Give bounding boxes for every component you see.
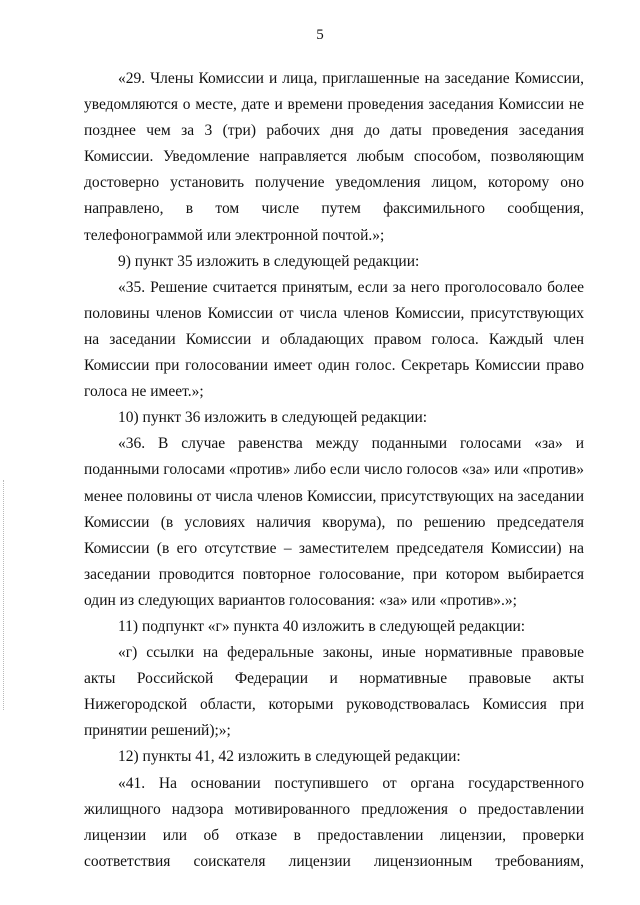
text-line: телефонограммой или электронной почтой.»;: [84, 226, 385, 244]
text-line: Комиссии (в условиях наличия кворума), по решению председателя: [84, 513, 584, 531]
page-number: 5: [316, 27, 324, 43]
text-line: один из следующих вариантов голосования: «за» или «против».»;: [84, 591, 517, 609]
text-line: «35. Решение считается принятым, если за него проголосовало более: [118, 278, 584, 296]
text-line: уведомляются о месте, дате и времени проведения заседания Комиссии не: [84, 96, 584, 114]
text-line: 10) пункт 36 изложить в следующей редакции:: [118, 409, 428, 427]
text-line: жилищного надзора мотивированного предложения о предоставлении: [84, 800, 584, 818]
text-line: лицензии или об отказе в предоставлении лицензии, проверки: [84, 826, 584, 844]
text-line: «41. На основании поступившего от органа государственного: [118, 774, 584, 792]
text-line: Комиссии (в его отсутствие – заместителем председателя Комиссии) на: [84, 539, 584, 557]
text-line: направлено, в том числе путем факсимильного сообщения,: [84, 200, 584, 218]
text-line: голоса не имеет.»;: [84, 383, 204, 401]
text-line: на заседании Комиссии и обладающих правом голоса. Каждый член: [84, 330, 584, 348]
text-line: 12) пункты 41, 42 изложить в следующей редакции:: [118, 748, 461, 766]
text-line: поданными голосами «против» либо если число голосов «за» или «против»: [84, 461, 584, 479]
text-line: заседании проводится повторное голосование, при котором выбирается: [84, 565, 584, 583]
text-line: 9) пункт 35 изложить в следующей редакции:: [118, 252, 420, 270]
text-line: позднее чем за 3 (три) рабочих дня до даты проведения заседания: [84, 122, 584, 140]
text-line: половины членов Комиссии от числа членов Комиссии, присутствующих: [84, 304, 584, 322]
scan-artifact-line: [3, 480, 5, 710]
text-line: акты Российской Федерации и нормативные правовые акты: [84, 670, 584, 688]
document-body: [84, 66, 584, 875]
text-line: Нижегородской области, которыми руководствовалась Комиссия при: [84, 696, 584, 714]
text-line: Комиссии. Уведомление направляется любым способом, позволяющим: [84, 148, 584, 166]
text-line: менее половины от числа членов Комиссии, присутствующих на заседании: [84, 487, 584, 505]
text-line: «36. В случае равенства между поданными голосами «за» и: [118, 435, 584, 453]
text-line: «29. Члены Комиссии и лица, приглашенные на заседание Комиссии,: [118, 70, 584, 87]
text-line: принятии решений);»;: [84, 722, 231, 740]
text-line: Комиссии при голосовании имеет один голос. Секретарь Комиссии право: [84, 357, 584, 375]
text-line: 11) подпункт «г» пункта 40 изложить в следующей редакции:: [118, 617, 526, 635]
text-line: соответствия соискателя лицензии лицензионным требованиям,: [84, 852, 584, 870]
text-line: «г) ссылки на федеральные законы, иные нормативные правовые: [118, 644, 584, 662]
text-line: достоверно установить получение уведомления лицом, которому оно: [84, 174, 584, 192]
